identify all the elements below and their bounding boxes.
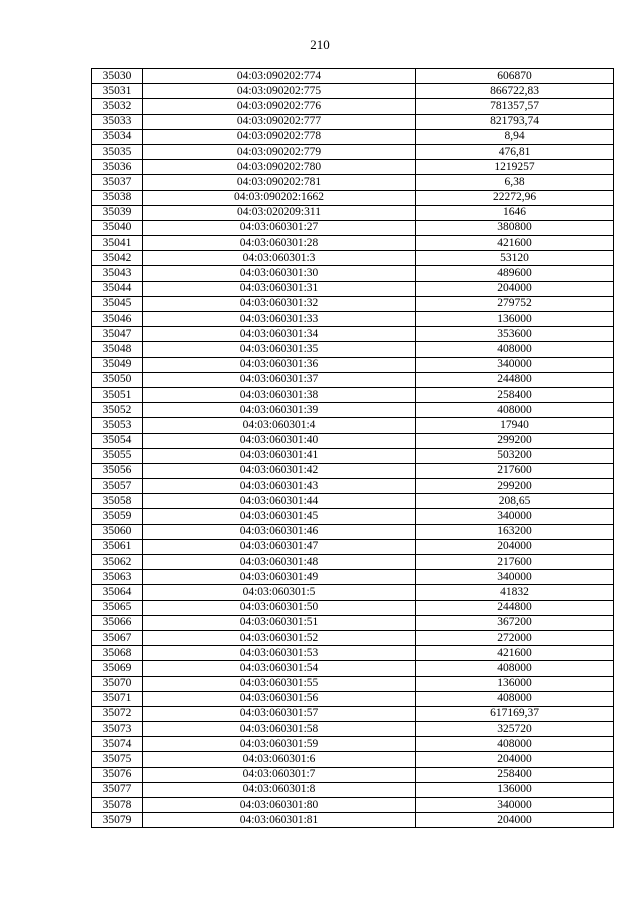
value-cell: 408000 — [416, 691, 614, 706]
row-number-cell: 35035 — [92, 144, 143, 159]
value-cell: 163200 — [416, 524, 614, 539]
table-row — [92, 463, 614, 478]
cadastral-number-cell: 04:03:090202:774 — [143, 69, 416, 84]
row-number-cell: 35050 — [92, 372, 143, 387]
value-cell: 367200 — [416, 615, 614, 630]
row-number-cell: 35045 — [92, 296, 143, 311]
cadastral-number-cell: 04:03:060301:42 — [143, 463, 416, 478]
table-row — [92, 661, 614, 676]
value-cell: 421600 — [416, 646, 614, 661]
cadastral-number-cell: 04:03:060301:44 — [143, 494, 416, 509]
table-row — [92, 798, 614, 813]
cadastral-number-cell: 04:03:060301:39 — [143, 403, 416, 418]
row-number-cell: 35057 — [92, 479, 143, 494]
value-cell: 272000 — [416, 630, 614, 645]
row-number-cell: 35052 — [92, 403, 143, 418]
row-number-cell: 35056 — [92, 463, 143, 478]
cadastral-number-cell: 04:03:060301:51 — [143, 615, 416, 630]
value-cell: 325720 — [416, 722, 614, 737]
table-row — [92, 175, 614, 190]
table-row — [92, 99, 614, 114]
value-cell: 606870 — [416, 69, 614, 84]
cadastral-number-cell: 04:03:060301:80 — [143, 798, 416, 813]
table-row — [92, 767, 614, 782]
row-number-cell: 35079 — [92, 813, 143, 828]
value-cell: 340000 — [416, 509, 614, 524]
value-cell: 340000 — [416, 798, 614, 813]
cadastral-number-cell: 04:03:060301:37 — [143, 372, 416, 387]
row-number-cell: 35039 — [92, 205, 143, 220]
cadastral-number-cell: 04:03:060301:34 — [143, 327, 416, 342]
table-row — [92, 752, 614, 767]
value-cell: 408000 — [416, 737, 614, 752]
table-row — [92, 190, 614, 205]
cadastral-number-cell: 04:03:060301:57 — [143, 706, 416, 721]
registry-table — [91, 68, 614, 828]
table-row — [92, 782, 614, 797]
row-number-cell: 35042 — [92, 251, 143, 266]
value-cell: 136000 — [416, 312, 614, 327]
row-number-cell: 35032 — [92, 99, 143, 114]
table-row — [92, 433, 614, 448]
value-cell: 204000 — [416, 813, 614, 828]
cadastral-number-cell: 04:03:060301:53 — [143, 646, 416, 661]
table-row — [92, 84, 614, 99]
row-number-cell: 35074 — [92, 737, 143, 752]
row-number-cell: 35060 — [92, 524, 143, 539]
cadastral-number-cell: 04:03:060301:59 — [143, 737, 416, 752]
cadastral-number-cell: 04:03:060301:40 — [143, 433, 416, 448]
value-cell: 22272,96 — [416, 190, 614, 205]
value-cell: 41832 — [416, 585, 614, 600]
table-row — [92, 646, 614, 661]
table-row — [92, 129, 614, 144]
row-number-cell: 35041 — [92, 236, 143, 251]
value-cell: 617169,37 — [416, 706, 614, 721]
row-number-cell: 35059 — [92, 509, 143, 524]
cadastral-number-cell: 04:03:090202:780 — [143, 160, 416, 175]
value-cell: 299200 — [416, 479, 614, 494]
table-row — [92, 630, 614, 645]
cadastral-number-cell: 04:03:090202:778 — [143, 129, 416, 144]
cadastral-number-cell: 04:03:060301:45 — [143, 509, 416, 524]
table-row — [92, 813, 614, 828]
value-cell: 244800 — [416, 372, 614, 387]
row-number-cell: 35075 — [92, 752, 143, 767]
table-row — [92, 418, 614, 433]
row-number-cell: 35076 — [92, 767, 143, 782]
table-row — [92, 357, 614, 372]
value-cell: 217600 — [416, 463, 614, 478]
row-number-cell: 35078 — [92, 798, 143, 813]
value-cell: 136000 — [416, 676, 614, 691]
table-row — [92, 570, 614, 585]
value-cell: 408000 — [416, 661, 614, 676]
value-cell: 421600 — [416, 236, 614, 251]
row-number-cell: 35048 — [92, 342, 143, 357]
table-row — [92, 251, 614, 266]
row-number-cell: 35070 — [92, 676, 143, 691]
cadastral-number-cell: 04:03:060301:38 — [143, 387, 416, 402]
row-number-cell: 35034 — [92, 129, 143, 144]
row-number-cell: 35067 — [92, 630, 143, 645]
cadastral-number-cell: 04:03:060301:41 — [143, 448, 416, 463]
cadastral-number-cell: 04:03:060301:8 — [143, 782, 416, 797]
table-row — [92, 387, 614, 402]
table-row — [92, 494, 614, 509]
cadastral-number-cell: 04:03:060301:4 — [143, 418, 416, 433]
row-number-cell: 35036 — [92, 160, 143, 175]
row-number-cell: 35033 — [92, 114, 143, 129]
cadastral-number-cell: 04:03:060301:56 — [143, 691, 416, 706]
value-cell: 217600 — [416, 555, 614, 570]
row-number-cell: 35077 — [92, 782, 143, 797]
cadastral-number-cell: 04:03:060301:7 — [143, 767, 416, 782]
table-row — [92, 266, 614, 281]
row-number-cell: 35068 — [92, 646, 143, 661]
cadastral-number-cell: 04:03:060301:55 — [143, 676, 416, 691]
table-row — [92, 539, 614, 554]
value-cell: 380800 — [416, 220, 614, 235]
cadastral-number-cell: 04:03:060301:32 — [143, 296, 416, 311]
value-cell: 17940 — [416, 418, 614, 433]
cadastral-number-cell: 04:03:090202:777 — [143, 114, 416, 129]
cadastral-number-cell: 04:03:090202:779 — [143, 144, 416, 159]
value-cell: 204000 — [416, 281, 614, 296]
value-cell: 204000 — [416, 539, 614, 554]
cadastral-number-cell: 04:03:060301:30 — [143, 266, 416, 281]
row-number-cell: 35053 — [92, 418, 143, 433]
cadastral-number-cell: 04:03:060301:6 — [143, 752, 416, 767]
value-cell: 258400 — [416, 767, 614, 782]
value-cell: 340000 — [416, 570, 614, 585]
table-row — [92, 524, 614, 539]
value-cell: 258400 — [416, 387, 614, 402]
table-row — [92, 281, 614, 296]
cadastral-number-cell: 04:03:060301:28 — [143, 236, 416, 251]
value-cell: 503200 — [416, 448, 614, 463]
cadastral-number-cell: 04:03:090202:775 — [143, 84, 416, 99]
cadastral-number-cell: 04:03:060301:43 — [143, 479, 416, 494]
row-number-cell: 35038 — [92, 190, 143, 205]
cadastral-number-cell: 04:03:020209:311 — [143, 205, 416, 220]
row-number-cell: 35066 — [92, 615, 143, 630]
table-row — [92, 676, 614, 691]
row-number-cell: 35071 — [92, 691, 143, 706]
cadastral-number-cell: 04:03:060301:54 — [143, 661, 416, 676]
value-cell: 53120 — [416, 251, 614, 266]
value-cell: 6,38 — [416, 175, 614, 190]
value-cell: 279752 — [416, 296, 614, 311]
cadastral-number-cell: 04:03:060301:52 — [143, 630, 416, 645]
row-number-cell: 35030 — [92, 69, 143, 84]
cadastral-number-cell: 04:03:060301:48 — [143, 555, 416, 570]
value-cell: 340000 — [416, 357, 614, 372]
cadastral-number-cell: 04:03:060301:81 — [143, 813, 416, 828]
value-cell: 821793,74 — [416, 114, 614, 129]
table-row — [92, 220, 614, 235]
row-number-cell: 35047 — [92, 327, 143, 342]
value-cell: 781357,57 — [416, 99, 614, 114]
cadastral-number-cell: 04:03:060301:47 — [143, 539, 416, 554]
table-row — [92, 615, 614, 630]
table-row — [92, 479, 614, 494]
row-number-cell: 35040 — [92, 220, 143, 235]
table-row — [92, 691, 614, 706]
value-cell: 8,94 — [416, 129, 614, 144]
row-number-cell: 35044 — [92, 281, 143, 296]
cadastral-number-cell: 04:03:060301:46 — [143, 524, 416, 539]
row-number-cell: 35054 — [92, 433, 143, 448]
row-number-cell: 35037 — [92, 175, 143, 190]
value-cell: 1646 — [416, 205, 614, 220]
value-cell: 244800 — [416, 600, 614, 615]
value-cell: 353600 — [416, 327, 614, 342]
table-row — [92, 296, 614, 311]
table-row — [92, 448, 614, 463]
cadastral-number-cell: 04:03:060301:36 — [143, 357, 416, 372]
value-cell: 208,65 — [416, 494, 614, 509]
page-number: 210 — [310, 37, 330, 52]
row-number-cell: 35062 — [92, 555, 143, 570]
value-cell: 408000 — [416, 342, 614, 357]
value-cell: 299200 — [416, 433, 614, 448]
value-cell: 489600 — [416, 266, 614, 281]
table-row — [92, 160, 614, 175]
value-cell: 476,81 — [416, 144, 614, 159]
cadastral-number-cell: 04:03:060301:49 — [143, 570, 416, 585]
row-number-cell: 35055 — [92, 448, 143, 463]
table-row — [92, 327, 614, 342]
table-row — [92, 114, 614, 129]
table-row — [92, 342, 614, 357]
row-number-cell: 35046 — [92, 312, 143, 327]
table-row — [92, 737, 614, 752]
cadastral-number-cell: 04:03:090202:1662 — [143, 190, 416, 205]
table-row — [92, 600, 614, 615]
cadastral-number-cell: 04:03:060301:35 — [143, 342, 416, 357]
value-cell: 204000 — [416, 752, 614, 767]
table-row — [92, 236, 614, 251]
row-number-cell: 35051 — [92, 387, 143, 402]
table-row — [92, 144, 614, 159]
row-number-cell: 35063 — [92, 570, 143, 585]
table-row — [92, 585, 614, 600]
cadastral-number-cell: 04:03:090202:776 — [143, 99, 416, 114]
table-row — [92, 706, 614, 721]
table-row — [92, 205, 614, 220]
row-number-cell: 35073 — [92, 722, 143, 737]
cadastral-number-cell: 04:03:060301:27 — [143, 220, 416, 235]
registry-table-body — [92, 69, 614, 828]
row-number-cell: 35031 — [92, 84, 143, 99]
value-cell: 1219257 — [416, 160, 614, 175]
table-row — [92, 312, 614, 327]
row-number-cell: 35043 — [92, 266, 143, 281]
cadastral-number-cell: 04:03:060301:50 — [143, 600, 416, 615]
table-row — [92, 509, 614, 524]
value-cell: 136000 — [416, 782, 614, 797]
cadastral-number-cell: 04:03:060301:58 — [143, 722, 416, 737]
row-number-cell: 35065 — [92, 600, 143, 615]
row-number-cell: 35061 — [92, 539, 143, 554]
table-row — [92, 69, 614, 84]
table-row — [92, 372, 614, 387]
row-number-cell: 35058 — [92, 494, 143, 509]
cadastral-number-cell: 04:03:090202:781 — [143, 175, 416, 190]
cadastral-number-cell: 04:03:060301:5 — [143, 585, 416, 600]
cadastral-number-cell: 04:03:060301:31 — [143, 281, 416, 296]
row-number-cell: 35049 — [92, 357, 143, 372]
value-cell: 408000 — [416, 403, 614, 418]
row-number-cell: 35064 — [92, 585, 143, 600]
cadastral-number-cell: 04:03:060301:33 — [143, 312, 416, 327]
row-number-cell: 35069 — [92, 661, 143, 676]
row-number-cell: 35072 — [92, 706, 143, 721]
table-row — [92, 555, 614, 570]
table-row — [92, 722, 614, 737]
cadastral-number-cell: 04:03:060301:3 — [143, 251, 416, 266]
value-cell: 866722,83 — [416, 84, 614, 99]
table-row — [92, 403, 614, 418]
